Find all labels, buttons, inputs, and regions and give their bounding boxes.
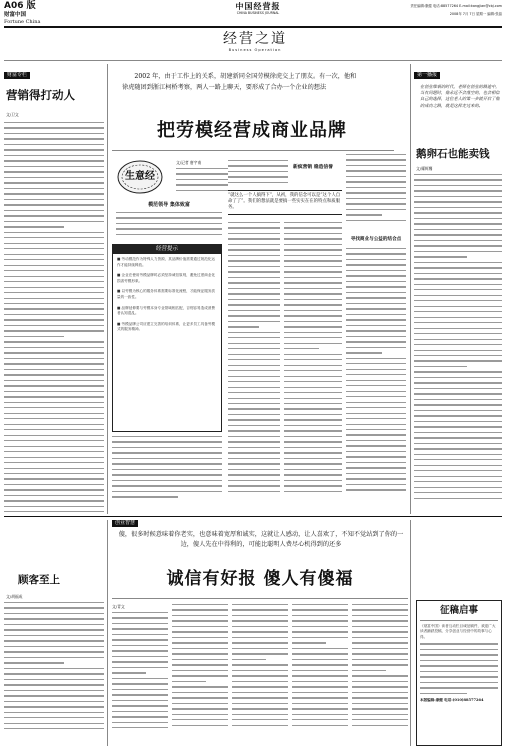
right-column-body: [414, 174, 502, 512]
header-rule: [4, 60, 502, 61]
date-line: 2008年 7月 7日 星期一 编辑:张晶: [449, 12, 502, 16]
column-subtitle: Business Operation: [228, 48, 282, 52]
tip-box-label: 经营提示: [113, 245, 221, 254]
lower-quote: 傻，很多时候意味着你老实，也意味着宽厚和诚实，这就让人感动，让人喜欢了，不知不觉站到了你的一边，傻人先在中得利的，可能比聪明人费尽心机得到的还多: [118, 531, 404, 548]
lower-right-divider: [410, 520, 411, 746]
article-col-1-bottom: [112, 436, 222, 512]
left-column-byline: 文/卫文: [6, 112, 19, 117]
article-byline: 文/记者 唐宇南: [176, 160, 202, 165]
ad-contact: 本版编辑:康健 电话:(010)88577264: [420, 698, 484, 703]
stamp-label: 生意经: [125, 171, 155, 182]
right-column-divider: [410, 64, 411, 514]
masthead-rule: [4, 26, 502, 28]
tip-item: ■ 以劳模为核心的服务体系需要标准化流程，才能保证服务质量的一致性。: [117, 289, 215, 299]
lower-section-tag: 创业智慧: [112, 520, 138, 527]
stamp-graphic: [116, 158, 164, 196]
lower-left-byline: 文/胡福成: [6, 594, 23, 599]
lower-col-2: [172, 604, 228, 746]
right-column-byline: 文/耀辉鹰: [416, 166, 433, 171]
right-column-tag: 第一播报: [414, 72, 440, 79]
lower-headline-rule: [112, 598, 408, 599]
paper-name: 中国经营报: [235, 1, 281, 11]
article-col-1-mid: [116, 212, 222, 242]
pullquote: [228, 190, 342, 215]
lead-paragraph: 2002 年，由于工作上的关系，胡建新同全国劳模徐虎交上了朋友。有一次，他和徐虎随团到浙江柯桥考察，两人一路上聊天，要形成了合办一个企业的想法: [122, 73, 357, 91]
left-column-body: [4, 122, 104, 512]
tip-item: ■ 劳动模范作为特殊人力资源，其品牌价值需要通过规范化运作才能持续释放。: [117, 257, 215, 267]
lower-col-5: [352, 604, 408, 746]
tip-box: [112, 244, 222, 432]
page-code: A06 版: [4, 1, 36, 11]
lower-col-3: [232, 604, 288, 746]
subhead-1: 模范领导 集体致富: [148, 202, 190, 208]
left-column-tag: 财富专栏: [4, 72, 30, 79]
headline: 把劳模经营成商业品牌: [157, 120, 347, 141]
tip-box-body: [113, 254, 221, 336]
lower-left-body: [4, 602, 104, 746]
section-name: 财富中国: [4, 12, 27, 18]
right-column-title: 鹅卵石也能卖钱: [416, 148, 490, 160]
left-column-divider: [107, 64, 108, 514]
lower-left-divider: [107, 520, 108, 746]
left-column-title: 营销得打动人: [6, 88, 75, 102]
right-column-quote: 在创业维艰的时代，老师在创业的路途中，当有问题时，他永远不会落空的，也会相信自己的选择，这位老人的第一步就开启了他的成功之路，就是这样走过来的。: [420, 84, 500, 108]
lower-left-title: 顾客至上: [18, 574, 60, 586]
article-col-4: [346, 248, 406, 512]
subhead-3: 寻找商业与公益的结合点: [350, 237, 402, 242]
tip-item: ■ 企业在使用劳模品牌时必须坚持诚信原则，避免过度商业化损害劳模形象。: [117, 273, 215, 283]
article-col-1-top: [176, 168, 228, 194]
article-col-3: [284, 222, 342, 512]
lower-byline: 文/青文: [112, 604, 125, 609]
article-col-2: [228, 222, 280, 512]
pullquote-text: “就这么一个人搞得下”，从初，我的信念可以是“这个人自命了了”。我们的想法就是要搞一些实实在在的特点和质服务。: [228, 193, 341, 211]
paper-logo: [198, 2, 318, 15]
lower-col-4: [292, 604, 348, 746]
tip-item: ■ 劳模品牌公司应建立完善的培训体系，让更多员工具备劳模式的服务精神。: [117, 321, 215, 332]
article-col-2-top: [228, 160, 288, 188]
lower-col-1: [112, 612, 168, 746]
tip-item: ■ 品牌延伸要与劳模本身专业领域相匹配，否则容易造成消费者认知混乱。: [117, 305, 215, 316]
headline-rule: [112, 150, 394, 151]
ad-title: 征稿启事: [439, 605, 478, 616]
column-header: [150, 30, 360, 53]
call-for-submissions-box: [416, 600, 502, 746]
subhead-2: 新疯营销 稳造信誉: [292, 164, 334, 170]
lower-headline: 诚信有好报 傻人有傻福: [166, 569, 354, 589]
section-name-en: Fortune China: [4, 19, 41, 25]
contact-line: 责任编辑:康健 电话:88577264 E-mail:kangjian@cbj.com: [410, 4, 502, 8]
ad-rule: [420, 620, 498, 621]
ad-body: 《财富中国》读者互动栏目诚征稿件，欢迎广大读者踊跃投稿，分享创业与经营中的故事与心得。: [420, 623, 496, 639]
column-title: 经营之道: [223, 31, 287, 47]
lower-section-rule: [4, 516, 502, 517]
paper-name-en: CHINA BUSINESS JOURNAL: [236, 11, 280, 15]
article-col-4-top: [346, 154, 406, 234]
